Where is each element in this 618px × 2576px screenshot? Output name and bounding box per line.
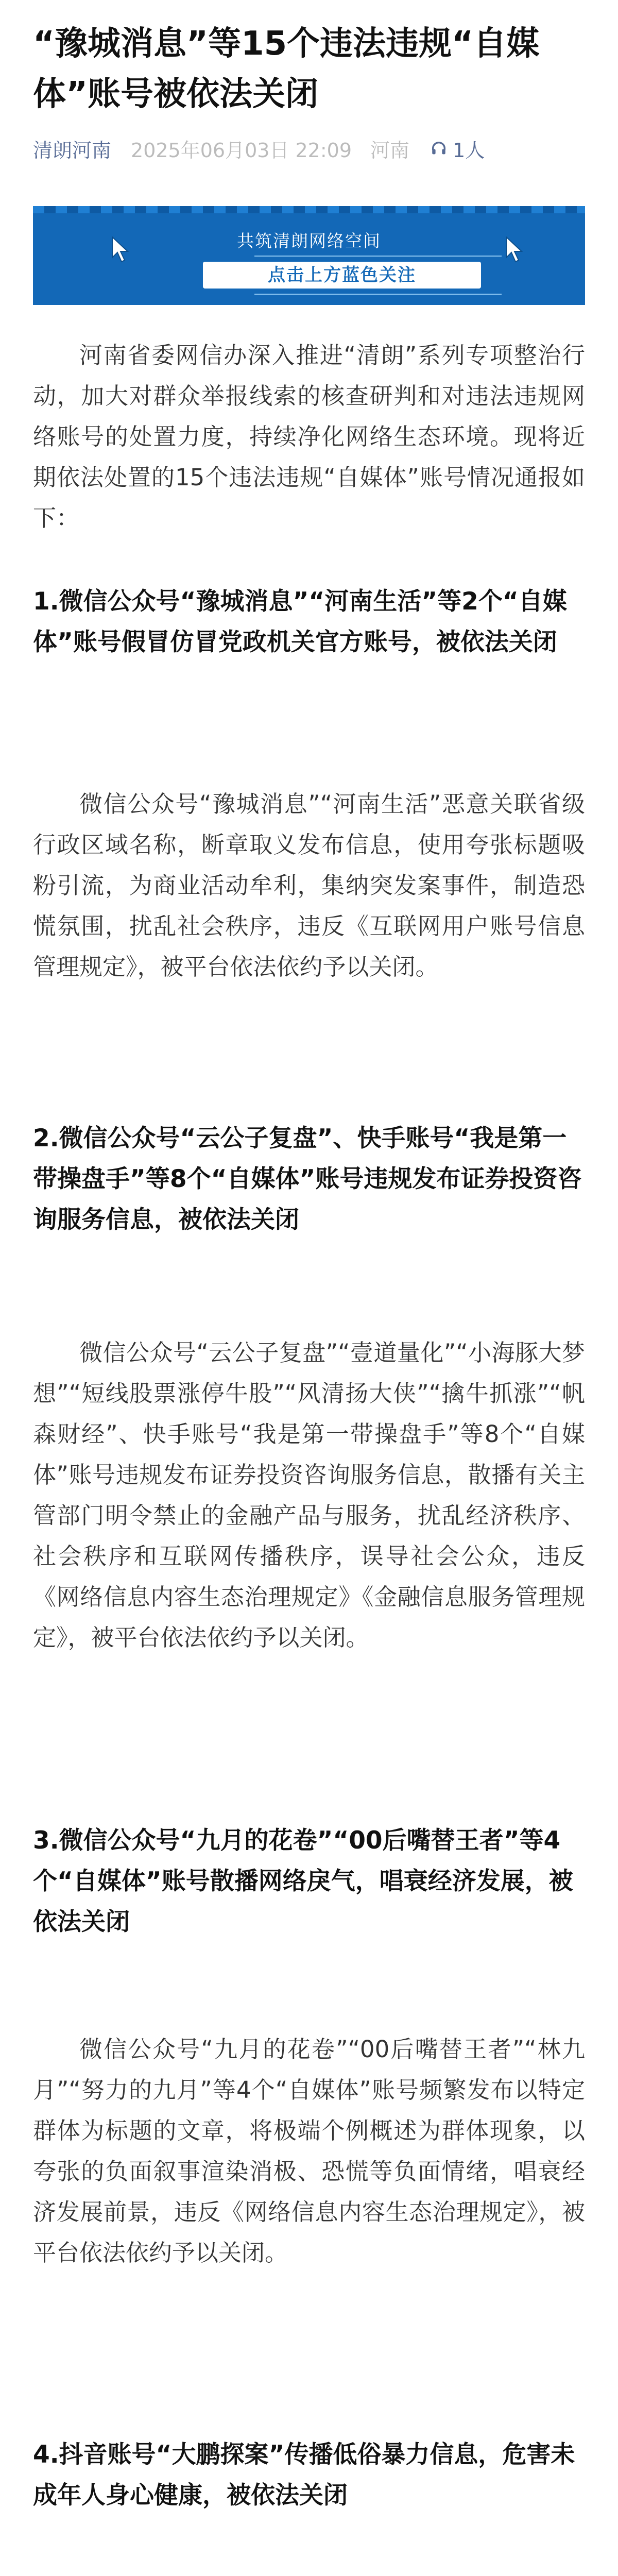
listen-button[interactable] xyxy=(430,134,485,163)
article-title: “豫城消息”等15个违法违规“自媒体”账号被依法关闭 xyxy=(33,25,540,113)
banner-divider xyxy=(254,294,502,295)
intro-paragraph: 河南省委网信办深入推进“清朗”系列专项整治行动，加大对群众举报线索的核查研判和对违法违规网络账号的处置力度，持续净化网络生态环境。现将近期依法处置的15个违法违规“自媒体”账号情况通报如下： xyxy=(33,342,585,532)
listener-count: 1人 xyxy=(453,139,485,162)
section-body: 微信公众号“豫城消息”“河南生活”恶意关联省级行政区域名称，断章取义发布信息，使用夸张标题吸粉引流，为商业活动牟利，集纳突发案事件，制造恐慌氛围，扰乱社会秩序，违反《互联网用户账号信息管理规定》，被平台依法依约予以关闭。 xyxy=(33,790,585,980)
banner-slogan: 共筑清朗网络空间 xyxy=(237,231,381,251)
account-name-link[interactable]: 清朗河南 xyxy=(33,139,112,162)
publish-date: 2025年06月03日 22:09 xyxy=(131,139,352,162)
follow-button[interactable]: 点击上方蓝色关注 xyxy=(203,262,481,289)
follow-banner[interactable] xyxy=(33,206,585,305)
section-heading: 2.微信公众号“云公子复盘”、快手账号“我是第一带操盘手”等8个“自媒体”账号违规发布证券投资咨询服务信息，被依法关闭 xyxy=(33,1124,582,1234)
publish-region: 河南 xyxy=(370,139,410,162)
section-heading: 3.微信公众号“九月的花卷”“00后嘴替王者”等4个“自媒体”账号散播网络戾气，唱衰经济发展，被依法关闭 xyxy=(33,1826,573,1936)
section-heading: 4.抖音账号“大鹏探案”传播低俗暴力信息，危害未成年人身心健康，被依法关闭 xyxy=(33,2441,575,2510)
banner-divider xyxy=(254,256,502,257)
section-body: 微信公众号“云公子复盘”“壹道量化”“小海豚大梦想”“短线股票涨停牛股”“风清扬大侠”“擒牛抓涨”“帆森财经”、快手账号“我是第一带操盘手”等8个“自媒体”账号违规发布证券投资咨询服务信息，散播有关主管部门明令禁止的金融产品与服务，扰乱经济秩序、社会秩序和互联网传播秩序，误导社会公众，违反《网络信息内容生态治理规定》《金融信息服务管理规定》，被平台依法依约予以关闭。 xyxy=(33,1339,585,1651)
section-heading: 1.微信公众号“豫城消息”“河南生活”等2个“自媒体”账号假冒仿冒党政机关官方账号，被依法关闭 xyxy=(33,587,567,656)
article-meta xyxy=(33,135,585,162)
headphones-icon xyxy=(430,140,448,157)
section-body: 微信公众号“九月的花卷”“00后嘴替王者”“林九月”“努力的九月”等4个“自媒体”账号频繁发布以特定群体为标题的文章，将极端个例概述为群体现象，以夸张的负面叙事渲染消极、恐慌等负面情绪，唱衰经济发展前景，违反《网络信息内容生态治理规定》，被平台依法依约予以关闭。 xyxy=(33,2036,585,2266)
